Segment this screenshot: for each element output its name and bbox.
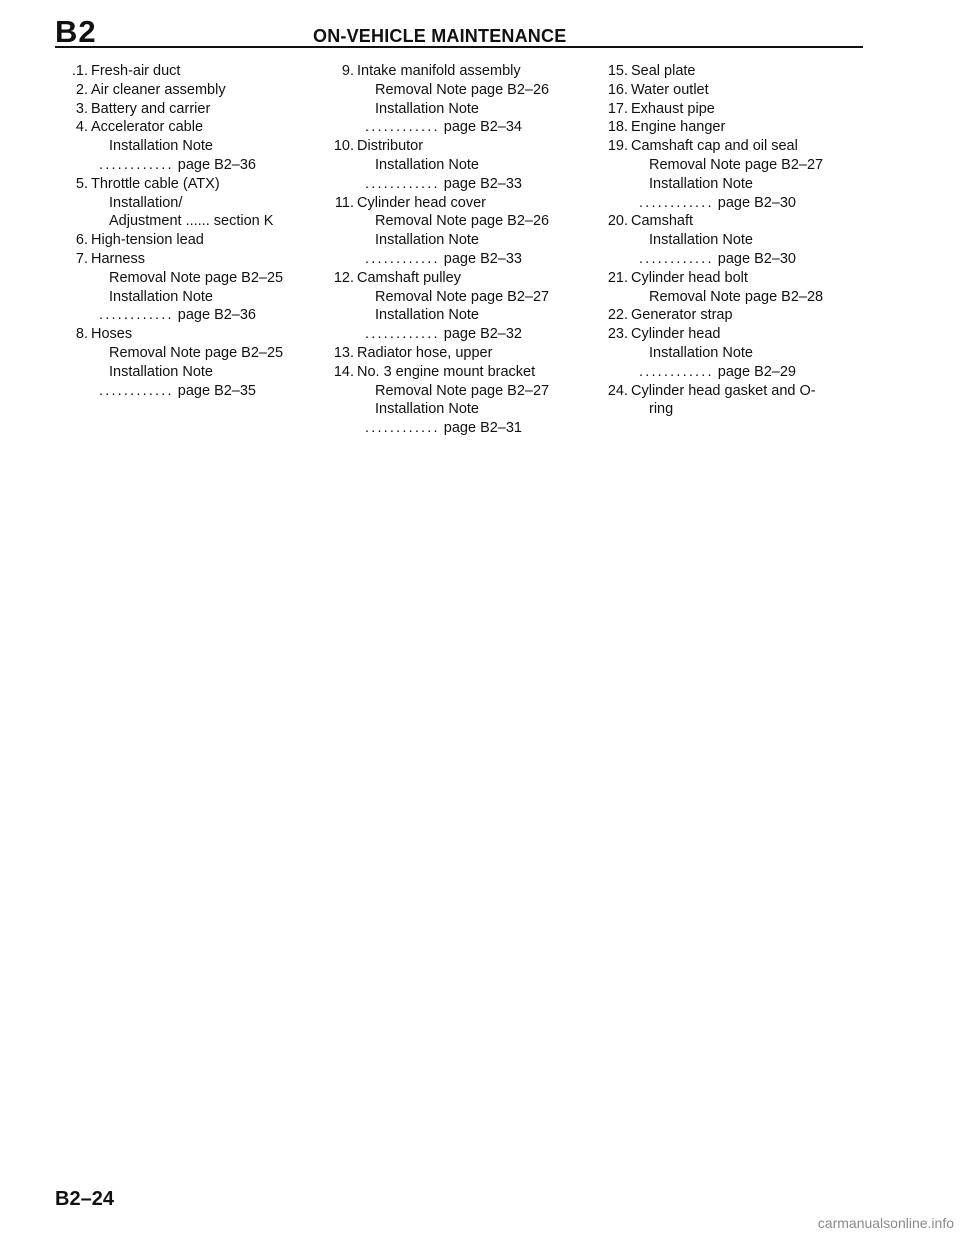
list-item (600, 118, 858, 137)
list-item (60, 118, 325, 137)
note-line (326, 288, 598, 307)
list-item (600, 100, 858, 119)
note-text: Installation Note (109, 363, 213, 380)
note-text: Removal Note page B2–25 (109, 344, 284, 361)
list-item (326, 194, 598, 213)
page-reference (326, 325, 598, 344)
note-line (600, 175, 858, 194)
list-item (326, 363, 598, 382)
page-number: B2–24 (55, 1188, 114, 1210)
item-number: 2. (75, 81, 88, 98)
note-text: Removal Note page B2–26 (375, 213, 550, 230)
leader-dots: ............ (365, 175, 440, 192)
note-text: Installation Note (375, 156, 479, 173)
item-number: 13. (333, 344, 354, 361)
item-label: Fresh-air duct (91, 63, 181, 79)
item-number: 24. (607, 382, 628, 399)
item-number: 10. (333, 138, 354, 155)
item-label: Battery and carrier (91, 100, 211, 117)
page-reference (600, 250, 858, 269)
page-reference (600, 363, 858, 382)
item-label: Camshaft pulley (357, 269, 461, 286)
item-number: 6. (75, 232, 88, 249)
item-label: Harness (91, 250, 145, 267)
note-line (326, 156, 598, 175)
page-ref-text: page B2–30 (717, 250, 796, 267)
leader-dots: ............ (365, 326, 440, 343)
item-label: Radiator hose, upper (357, 344, 493, 361)
parts-list-column-1 (60, 62, 325, 400)
note-text: Installation Note (375, 307, 479, 324)
leader-dots: ............ (365, 250, 440, 267)
note-text: Installation/ (109, 194, 183, 211)
item-number: 14. (333, 363, 354, 380)
item-label: Seal plate (631, 63, 696, 79)
parts-list-column-2 (326, 62, 598, 438)
note-line (326, 382, 598, 401)
page-reference (326, 175, 598, 194)
item-label: Distributor (357, 138, 424, 155)
item-label: Camshaft cap and oil seal (631, 138, 798, 155)
page-reference (60, 156, 325, 175)
item-number: 3. (75, 100, 88, 117)
item-number: 16. (607, 81, 628, 98)
list-item (60, 81, 325, 100)
note-line (326, 231, 598, 250)
item-number: .1. (71, 63, 88, 79)
note-text: ring (649, 401, 674, 418)
leader-dots: ............ (99, 307, 174, 324)
list-item (600, 62, 858, 81)
item-number: 20. (607, 213, 628, 230)
item-label: Engine hanger (631, 119, 726, 136)
page-reference (600, 194, 858, 213)
item-label: Cylinder head bolt (631, 269, 748, 286)
note-text: Removal Note page B2–25 (109, 269, 284, 286)
header-rule (55, 46, 863, 48)
note-line (326, 100, 598, 119)
list-item (600, 382, 858, 401)
list-item (600, 325, 858, 344)
leader-dots: ............ (99, 156, 174, 173)
item-number: 15. (607, 63, 628, 79)
list-item (60, 175, 325, 194)
page-reference (326, 250, 598, 269)
note-line (600, 231, 858, 250)
parts-list-column-3 (600, 62, 858, 419)
note-line (60, 269, 325, 288)
note-line (326, 212, 598, 231)
item-number: 4. (75, 119, 88, 136)
item-label: Cylinder head gasket and O- (631, 382, 816, 399)
list-item (326, 269, 598, 288)
item-label: Cylinder head (631, 326, 721, 343)
list-item (600, 212, 858, 231)
note-text: Removal Note page B2–28 (649, 288, 824, 305)
page-reference (326, 118, 598, 137)
item-number: 8. (75, 326, 88, 343)
item-number: 22. (607, 307, 628, 324)
note-text: Adjustment ...... section K (109, 213, 274, 230)
list-item (60, 231, 325, 250)
item-number: 9. (341, 63, 354, 79)
item-label: Intake manifold assembly (357, 63, 521, 79)
note-line (326, 81, 598, 100)
note-text: Installation Note (375, 232, 479, 249)
note-line (326, 306, 598, 325)
item-label: Hoses (91, 326, 133, 343)
list-item (326, 344, 598, 363)
page-reference (60, 306, 325, 325)
item-label: High-tension lead (91, 232, 204, 249)
item-number: 12. (333, 269, 354, 286)
item-label: Air cleaner assembly (91, 81, 226, 98)
section-code: B2 (55, 14, 97, 49)
note-line (600, 288, 858, 307)
page-ref-text: page B2–31 (443, 420, 522, 437)
note-text: Installation Note (375, 100, 479, 117)
item-label: Throttle cable (ATX) (91, 175, 220, 192)
page-reference (326, 419, 598, 438)
list-item (326, 62, 598, 81)
note-text: Removal Note page B2–27 (375, 382, 550, 399)
page-reference (60, 382, 325, 401)
note-line (60, 212, 325, 231)
list-item (60, 100, 325, 119)
item-label: Exhaust pipe (631, 100, 715, 117)
page-ref-text: page B2–30 (717, 194, 796, 211)
page-ref-text: page B2–36 (177, 156, 256, 173)
note-text: Removal Note page B2–27 (375, 288, 550, 305)
item-label: Accelerator cable (91, 119, 204, 136)
note-line (326, 400, 598, 419)
item-label: Cylinder head cover (357, 194, 486, 211)
page-ref-text: page B2–33 (443, 250, 522, 267)
note-line (600, 344, 858, 363)
list-item (60, 62, 325, 81)
page-ref-text: page B2–29 (717, 363, 796, 380)
item-label: Water outlet (631, 81, 709, 98)
item-number: 21. (607, 269, 628, 286)
note-text: Removal Note page B2–26 (375, 81, 550, 98)
note-text: Installation Note (649, 344, 753, 361)
list-item (326, 137, 598, 156)
page-header (55, 14, 863, 54)
list-item (600, 269, 858, 288)
leader-dots: ............ (99, 382, 174, 399)
note-line (600, 400, 858, 419)
note-text: Installation Note (649, 175, 753, 192)
item-number: 19. (607, 138, 628, 155)
note-text: Installation Note (109, 288, 213, 305)
page-ref-text: page B2–33 (443, 175, 522, 192)
note-line (60, 363, 325, 382)
item-number: 5. (75, 175, 88, 192)
page-ref-text: page B2–34 (443, 119, 522, 136)
note-line (60, 288, 325, 307)
note-line (60, 137, 325, 156)
item-label: Camshaft (631, 213, 694, 230)
leader-dots: ............ (639, 194, 714, 211)
note-text: Removal Note page B2–27 (649, 156, 824, 173)
list-item (60, 325, 325, 344)
note-text: Installation Note (109, 138, 213, 155)
page-ref-text: page B2–35 (177, 382, 256, 399)
item-number: 18. (607, 119, 628, 136)
note-line (60, 194, 325, 213)
leader-dots: ............ (365, 119, 440, 136)
leader-dots: ............ (639, 250, 714, 267)
item-number: 23. (607, 326, 628, 343)
list-item (600, 306, 858, 325)
item-number: 17. (607, 100, 628, 117)
list-item (60, 250, 325, 269)
item-number: 11. (334, 194, 354, 211)
list-item (600, 137, 858, 156)
leader-dots: ............ (639, 363, 714, 380)
item-number: 7. (75, 250, 88, 267)
note-text: Installation Note (375, 401, 479, 418)
item-label: No. 3 engine mount bracket (357, 363, 536, 380)
page-title: ON-VEHICLE MAINTENANCE (313, 26, 567, 46)
item-label: Generator strap (631, 307, 733, 324)
list-item (600, 81, 858, 100)
note-text: Installation Note (649, 232, 753, 249)
watermark: carmanualsonline.info (817, 1215, 954, 1231)
note-line (600, 156, 858, 175)
leader-dots: ............ (365, 420, 440, 437)
page-ref-text: page B2–32 (443, 326, 522, 343)
page-ref-text: page B2–36 (177, 307, 256, 324)
note-line (60, 344, 325, 363)
